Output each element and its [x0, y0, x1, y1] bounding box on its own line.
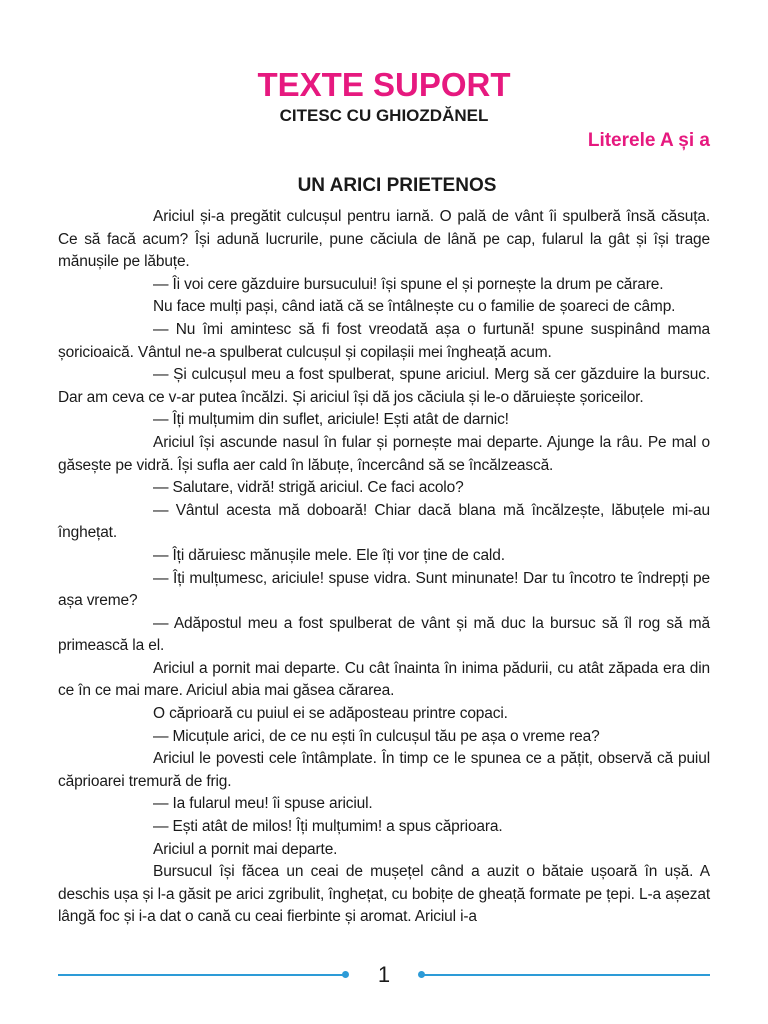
page-number: 1	[377, 962, 391, 987]
story-paragraph: — Îți mulțumim din suflet, ariciule! Ești atât de darnic!	[153, 411, 509, 429]
footer-divider-right	[422, 974, 710, 976]
footer-dot-left	[342, 971, 349, 978]
story-paragraph: — Vântul acesta mă doboară! Chiar dacă blana mă încălzește, lăbuțele mi-au înghețat.	[58, 501, 710, 542]
story-paragraph: Ariciul a pornit mai departe.	[153, 840, 338, 858]
story-paragraph: Bursucul își făcea un ceai de mușețel când a auzit o bătaie ușoară în ușă. A deschis ușa și l-a găsit pe arici zgribulit, înghețat, cu bobițe de gheață formate pe țepi. L-a așezat lângă foc și i-a dat o cană cu ceai fierbinte și aromat. Ariciul i-a	[58, 863, 710, 926]
story-paragraph: — Îți mulțumesc, ariciule! spuse vidra. Sunt minunate! Dar tu încotro te îndrepți pe așa vreme?	[58, 569, 710, 610]
story-paragraph: — Îi voi cere găzduire bursucului! își spune el și pornește la drum pe cărare.	[153, 275, 664, 293]
story-body	[58, 206, 710, 929]
footer-divider-left	[58, 974, 346, 976]
story-paragraph: Ariciul a pornit mai departe. Cu cât înainta în inima pădurii, cu atât zăpada era din ce în ce mai mare. Ariciul abia mai găsea cărarea.	[58, 659, 710, 700]
story-paragraph: Ariciul le povesti cele întâmplate. În timp ce le spunea ce a pățit, observă că puiul căprioarei tremură de frig.	[58, 750, 710, 790]
story-paragraph: Nu face mulți pași, când iată că se întâlnește cu o familie de șoareci de câmp.	[153, 298, 676, 316]
story-paragraph: — Și culcușul meu a fost spulberat, spune ariciul. Merg să cer găzduire la bursuc. Dar am ceva ce v-ar putea încălzi. Și ariciul își dă jos căciula și le-o dăruiește șoriceilor.	[58, 366, 710, 406]
story-paragraph: — Ia fularul meu! îi spuse ariciul.	[153, 795, 373, 813]
page-subtitle: CITESC CU GHIOZDĂNEL	[279, 106, 489, 125]
story-paragraph: — Micuțule arici, de ce nu ești în culcușul tău pe așa o vreme rea?	[153, 727, 600, 745]
story-paragraph: — Nu îmi amintesc să fi fost vreodată așa o furtună! spune suspinând mama șoricioaică. Vântul ne-a spulberat culcușul și copilașii mei îngheață acum.	[58, 320, 710, 361]
page-title: TEXTE SUPORT	[257, 66, 511, 103]
story-paragraph: — Adăpostul meu a fost spulberat de vânt și mă duc la bursuc să îl rog să mă primească la el.	[58, 614, 710, 655]
story-paragraph: — Ești atât de milos! Îți mulțumim! a spus căprioara.	[153, 818, 503, 836]
story-paragraph: — Salutare, vidră! strigă ariciul. Ce faci acolo?	[153, 479, 464, 497]
story-title: UN ARICI PRIETENOS	[297, 175, 497, 196]
story-paragraph: Ariciul își ascunde nasul în fular și pornește mai departe. Ajunge la râu. Pe mal o găsește pe vidră. Își sufla aer cald în lăbuțe, încercând să se încălzească.	[58, 433, 710, 474]
lesson-label: Literele A și a	[587, 130, 710, 151]
story-paragraph: Ariciul și-a pregătit culcușul pentru iarnă. O pală de vânt îi spulberă însă căsuța. Ce să facă acum? Își adună lucrurile, pune căciula de lână pe cap, fularul la gât și își trage mănușile pe lăbuțe.	[58, 208, 710, 271]
story-paragraph: — Îți dăruiesc mănușile mele. Ele îți vor ține de cald.	[153, 546, 505, 564]
story-paragraph: O căprioară cu puiul ei se adăposteau printre copaci.	[153, 705, 508, 723]
